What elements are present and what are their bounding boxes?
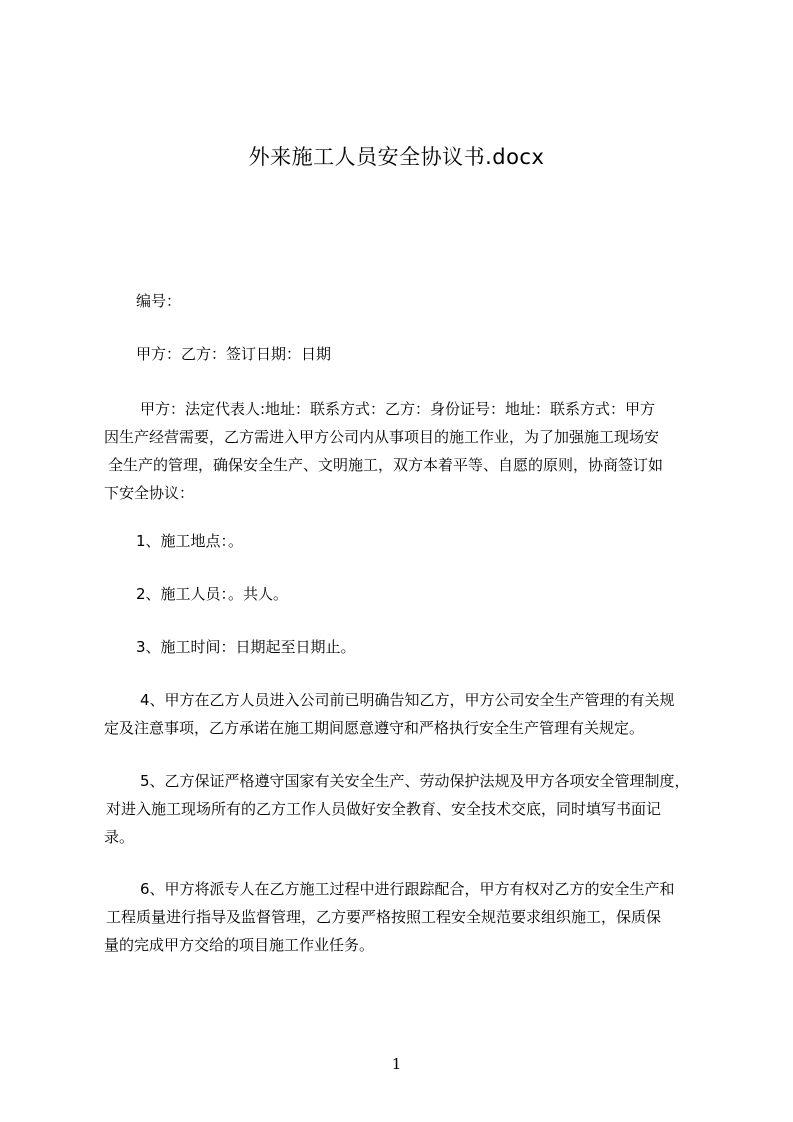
clause-line: 定及注意事项，乙方承诺在施工期间愿意遵守和严格执行安全生产管理有关规定。: [104, 719, 645, 737]
paragraph-line: 甲方：法定代表人:地址：联系方式：乙方：身份证号：地址：联系方式：甲方: [140, 400, 656, 418]
clause-line: 3、施工时间：日期起至日期止。: [136, 638, 356, 656]
clause-3: [104, 633, 704, 661]
serial-number-field: [104, 287, 704, 315]
clause-line: 6、甲方将派专人在乙方施工过程中进行跟踪配合，甲方有权对乙方的安全生产和: [140, 880, 675, 898]
clause-line: 量的完成甲方交给的项目施工作业任务。: [104, 936, 375, 954]
clause-2: [104, 580, 704, 608]
clause-4: [104, 686, 704, 742]
clause-line: 录。: [104, 828, 135, 846]
parties-line: [104, 340, 704, 368]
parties-text: 甲方：乙方：签订日期：日期: [136, 345, 332, 363]
clause-line: 2、施工人员：。共人。: [136, 585, 289, 603]
clause-line: 1、施工地点：。: [136, 532, 244, 550]
clause-line: 对进入施工现场所有的乙方工作人员做好安全教育、安全技术交底，同时填写书面记: [106, 800, 662, 818]
paragraph-line: 全生产的管理，确保安全生产、文明施工，双方本着平等、自愿的原则，协商签订如: [108, 456, 664, 474]
clause-line: 工程质量进行指导及监督管理，乙方要严格按照工程安全规范要求组织施工，保质保: [106, 908, 662, 926]
document-title: 外来施工人员安全协议书.docx: [248, 145, 545, 169]
clause-5: [104, 767, 704, 851]
paragraph-line: 下安全协议：: [104, 484, 195, 502]
page-number: 1: [391, 1055, 402, 1073]
clause-line: 5、乙方保证严格遵守国家有关安全生产、劳动保护法规及甲方各项安全管理制度，: [140, 772, 690, 790]
intro-paragraph: [104, 395, 704, 507]
paragraph-line: 因生产经营需要，乙方需进入甲方公司内从事项目的施工作业，为了加强施工现场安: [104, 428, 660, 446]
clause-line: 4、甲方在乙方人员进入公司前已明确告知乙方，甲方公司安全生产管理的有关规: [140, 691, 675, 709]
clause-6: [104, 875, 704, 959]
serial-number-label: 编号：: [136, 292, 182, 310]
clause-1: [104, 527, 704, 555]
